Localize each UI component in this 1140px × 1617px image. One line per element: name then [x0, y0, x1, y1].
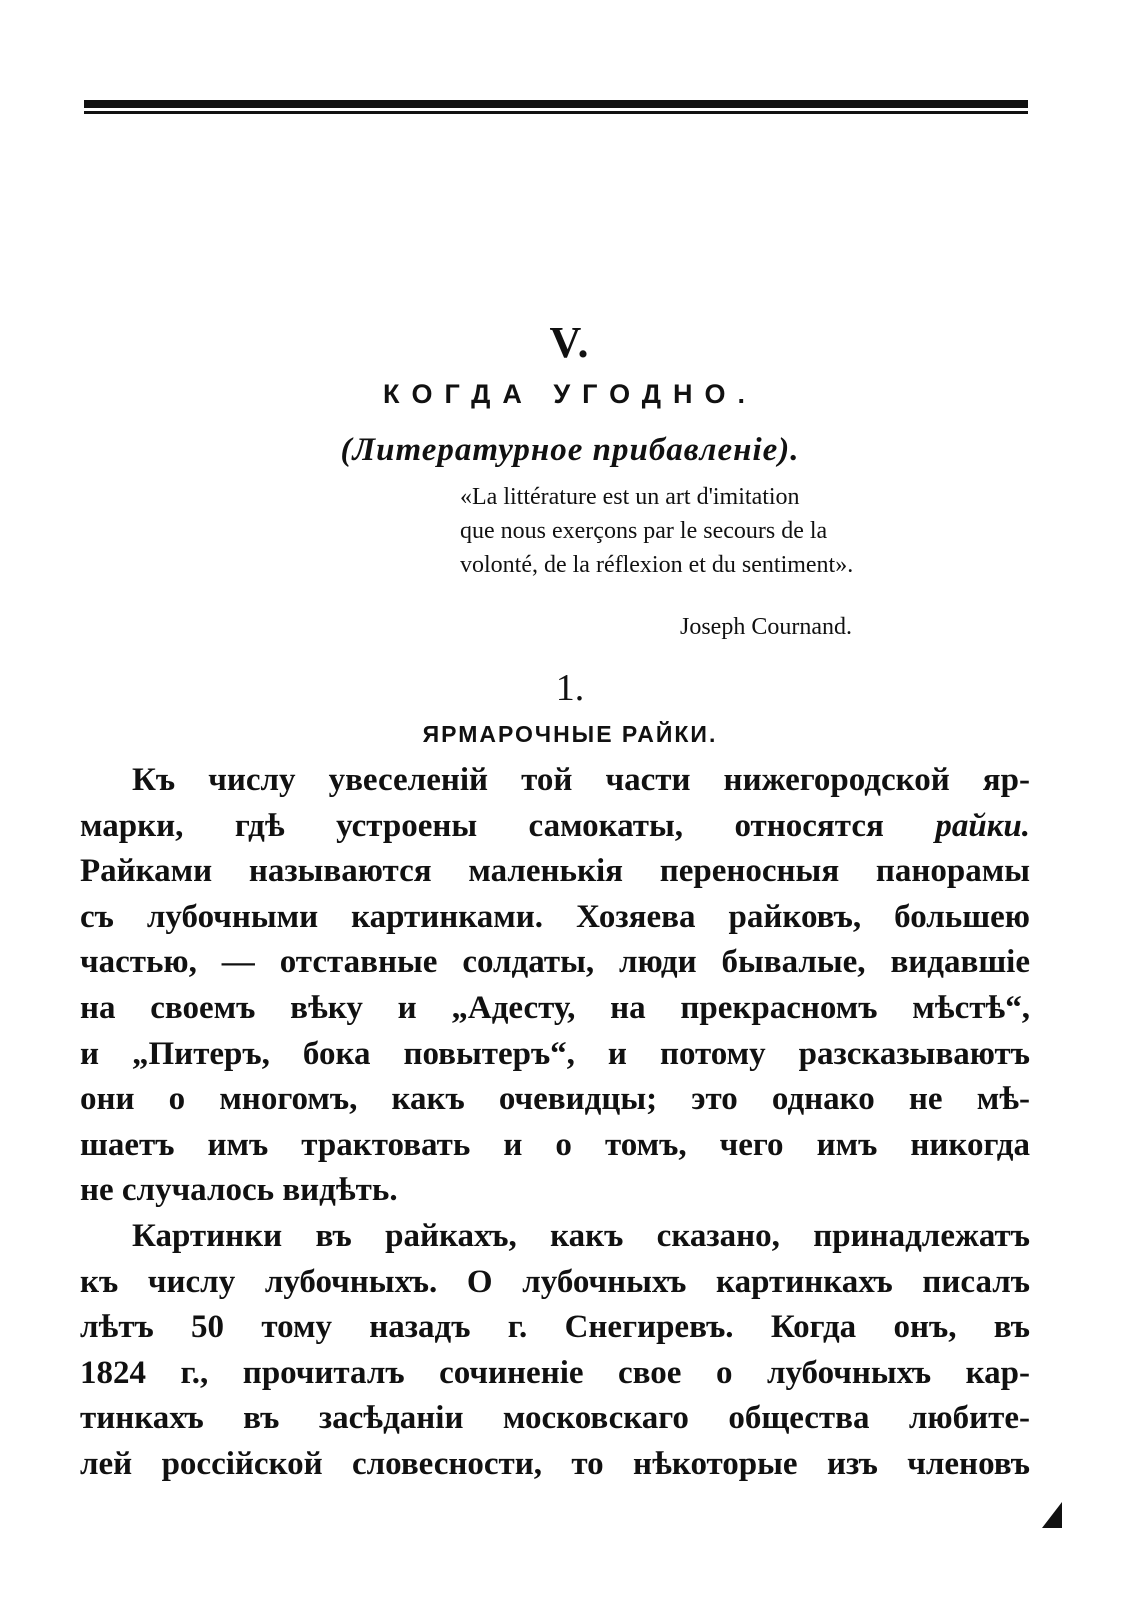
- text-line: Райками называются маленькія переносныя панорамы: [80, 853, 1030, 890]
- text-line: Картинки въ райкахъ, какъ сказано, принадлежатъ: [132, 1217, 1030, 1254]
- epigraph-line: que nous exerçons par le secours de la: [460, 518, 828, 544]
- paragraph-2: [80, 1214, 1030, 1488]
- header-rule-thick: [84, 100, 1028, 108]
- epigraph-line: volonté, de la réflexion et du sentiment».: [460, 552, 854, 578]
- chapter-title: ЯРМАРОЧНЫЕ РАЙКИ.: [422, 721, 718, 747]
- body-text: [80, 758, 1030, 1488]
- header-rule: [84, 100, 1028, 114]
- text-line: шаетъ имъ трактовать и о томъ, чего имъ никогда: [80, 1126, 1030, 1163]
- text-line: частью, — отставные солдаты, люди бывалые, видавшіе: [80, 944, 1030, 981]
- text-line: не случалось видѣть.: [80, 1172, 398, 1209]
- text-line: лѣтъ 50 тому назадъ г. Снегиревъ. Когда онъ, въ: [80, 1309, 1030, 1346]
- epigraph-author: Joseph Cournand.: [680, 614, 852, 640]
- text-line: и „Питеръ, бока повытеръ“, и потому разсказываютъ: [80, 1035, 1030, 1072]
- epigraph-line: «La littérature est un art d'imitation: [460, 484, 800, 510]
- text-line: тинкахъ въ засѣданіи московскаго общества любите-: [80, 1400, 1030, 1437]
- paragraph-1: [80, 758, 1030, 1214]
- text-line-with-italic: [80, 804, 1030, 850]
- printer-mark-icon: [1040, 1500, 1064, 1530]
- chapter-number: 1.: [555, 667, 585, 709]
- header-rule-thin: [84, 111, 1028, 114]
- text-line: на своемъ вѣку и „Адесту, на прекрасномъ мѣстѣ“,: [80, 989, 1030, 1026]
- text-line: лей россійской словесности, то нѣкоторые изъ членовъ: [80, 1445, 1030, 1482]
- text-line: они о многомъ, какъ очевидцы; это однако не мѣ-: [80, 1081, 1030, 1118]
- text-line: съ лубочными картинками. Хозяева райковъ, большею: [80, 898, 1030, 935]
- text-line: къ числу лубочныхъ. О лубочныхъ картинкахъ писалъ: [80, 1263, 1030, 1300]
- epigraph: [460, 480, 1030, 582]
- text-line: 1824 г., прочиталъ сочиненіе свое о лубочныхъ кар-: [80, 1354, 1030, 1391]
- text-line: Къ числу увеселеній той части нижегородской яр-: [132, 762, 1030, 798]
- text-segment: марки, гдѣ устроены самокаты, относятся: [80, 807, 884, 844]
- section-title: КОГДА УГОДНО.: [383, 379, 757, 409]
- section-subtitle: (Литературное прибавленіе).: [340, 432, 800, 468]
- italic-word: райки.: [935, 807, 1030, 844]
- section-numeral: V.: [549, 318, 591, 367]
